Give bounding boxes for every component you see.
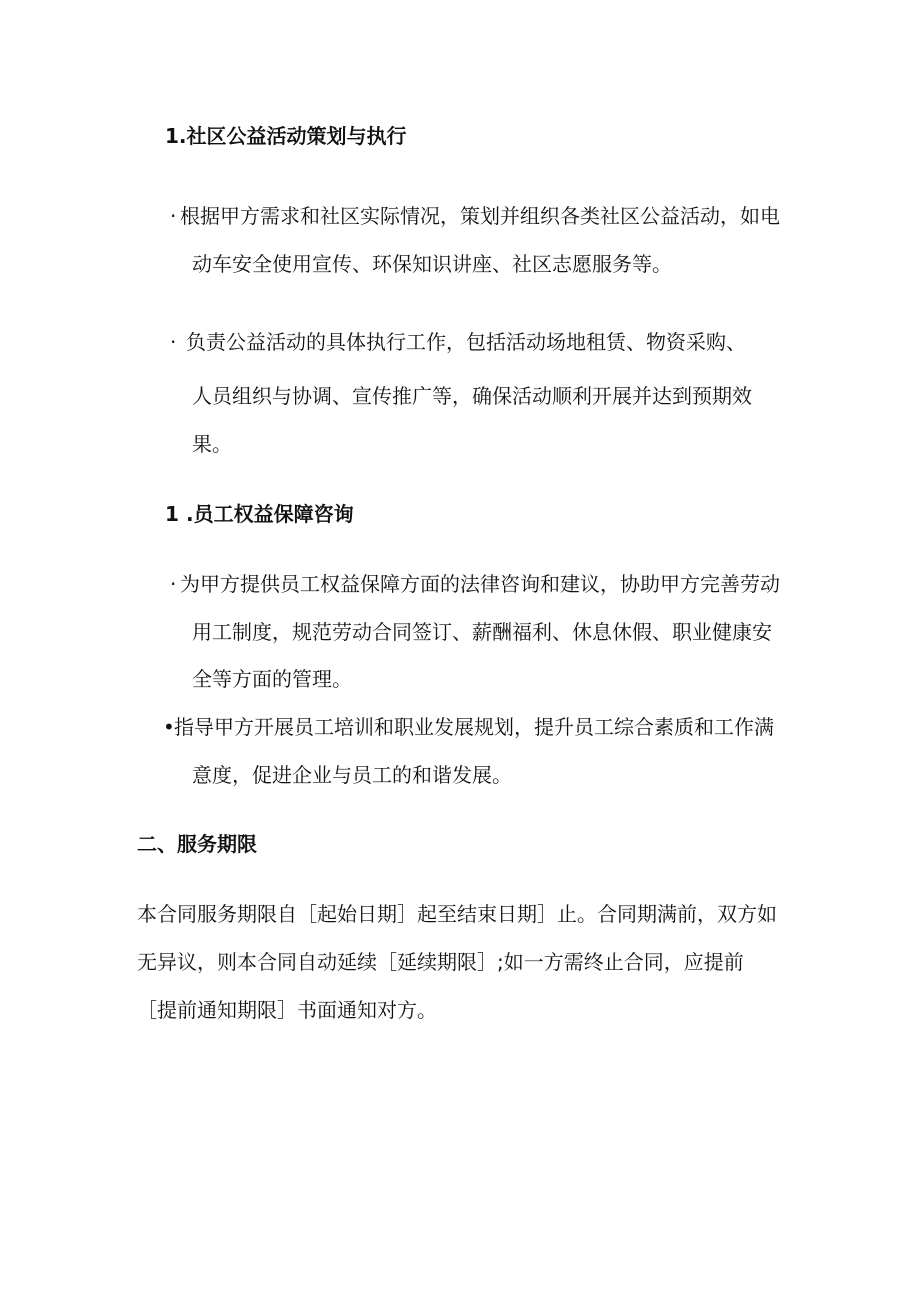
paragraph-line: 全等方面的管理。 (192, 667, 352, 691)
paragraph-line: ［提前通知期限］书面通知对方。 (137, 998, 437, 1022)
section-heading-term: 二、服务期限 (137, 832, 257, 856)
paragraph-line: 无异议，则本合同自动延续［延续期限］;如一方需终止合同，应提前 (137, 950, 744, 974)
section-heading-community: 1.社区公益活动策划与执行 (165, 124, 407, 148)
paragraph-line: 人员组织与协调、宣传推广等，确保活动顺利开展并达到预期效 (192, 384, 752, 408)
paragraph-line: 本合同服务期限自［起始日期］起至结束日期］止。合同期满前，双方如 (137, 902, 777, 926)
bullet-marker: · (170, 330, 177, 354)
paragraph-line: 为甲方提供员工权益保障方面的法律咨询和建议，协助甲方完善劳动 (180, 572, 780, 596)
bullet-marker: · (170, 572, 177, 596)
paragraph-line: 果。 (192, 432, 232, 456)
section-heading-number: 1 (165, 502, 179, 526)
paragraph-line: 根据甲方需求和社区实际情况，策划并组织各类社区公益活动，如电 (180, 204, 780, 228)
paragraph-line: 负责公益活动的具体执行工作，包括活动场地租赁、物资采购、 (186, 330, 746, 354)
paragraph-line: 动车安全使用宣传、环保知识讲座、社区志愿服务等。 (192, 252, 672, 276)
paragraph-line: 指导甲方开展员工培训和职业发展规划，提升员工综合素质和工作满 (174, 715, 774, 739)
paragraph-line: 用工制度，规范劳动合同签订、薪酬福利、休息休假、职业健康安 (192, 620, 772, 644)
section-heading-rights: .员工权益保障咨询 (186, 502, 354, 526)
bullet-marker: · (170, 204, 177, 228)
paragraph-line: 意度，促进企业与员工的和谐发展。 (192, 763, 512, 787)
bullet-marker: • (163, 715, 175, 739)
